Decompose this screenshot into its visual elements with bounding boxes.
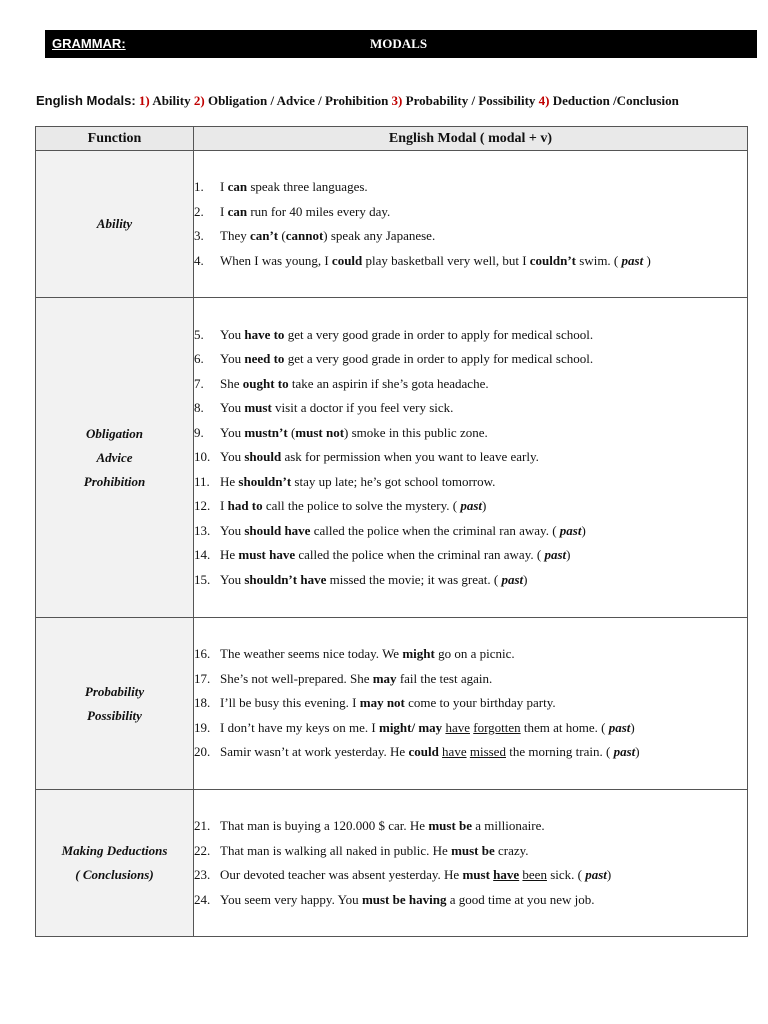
example-item bbox=[194, 839, 747, 864]
example-item bbox=[194, 347, 747, 372]
example-text: speak three languages. bbox=[247, 179, 368, 194]
modal-phrase: can bbox=[227, 203, 248, 219]
function-label: ( Conclusions) bbox=[75, 867, 154, 882]
example-number: 3. bbox=[194, 228, 204, 243]
modal-phrase: past bbox=[608, 719, 631, 735]
example-text: ) bbox=[566, 547, 571, 563]
function-label: Ability bbox=[96, 216, 133, 231]
example-text: them at home. ( bbox=[520, 719, 609, 735]
table-row-ability bbox=[36, 151, 748, 298]
intro-label-1: Ability bbox=[152, 93, 191, 108]
example-text: ) smoke in this public zone. bbox=[344, 424, 488, 440]
example-item bbox=[194, 372, 747, 397]
modal-phrase: must bbox=[244, 400, 272, 416]
example-text: You seem very happy. You bbox=[220, 891, 362, 907]
example-text: play basketball very well, but I bbox=[362, 252, 530, 268]
example-number: 1. bbox=[194, 179, 204, 194]
modal-phrase: should bbox=[244, 449, 282, 465]
example-text: You bbox=[220, 351, 245, 367]
example-item bbox=[194, 863, 747, 888]
example-number: 23. bbox=[194, 867, 211, 882]
function-cell bbox=[36, 618, 194, 790]
example-number: 4. bbox=[194, 252, 204, 268]
modal-phrase: may bbox=[372, 670, 397, 686]
modals-table bbox=[35, 126, 748, 937]
example-text: visit a doctor if you feel very sick. bbox=[271, 400, 454, 416]
example-text: That man is walking all naked in public. He bbox=[220, 842, 452, 858]
example-item bbox=[194, 470, 747, 495]
example-number: 5. bbox=[194, 326, 204, 342]
example-text: ) bbox=[630, 719, 635, 735]
example-number: 20. bbox=[194, 744, 211, 760]
example-text: The weather seems nice today. We bbox=[220, 646, 403, 662]
example-number: 17. bbox=[194, 670, 211, 686]
example-item bbox=[194, 200, 747, 225]
function-label: Possibility bbox=[87, 707, 142, 723]
example-text: You bbox=[220, 571, 245, 587]
example-number: 2. bbox=[194, 203, 204, 219]
example-text: I bbox=[220, 179, 228, 194]
example-text: You bbox=[220, 326, 245, 342]
example-text: get a very good grade in order to apply for medical school. bbox=[284, 326, 594, 342]
example-text: fail the test again. bbox=[396, 670, 493, 686]
example-text: have bbox=[445, 719, 470, 735]
example-text: called the police when the criminal ran away. ( bbox=[310, 522, 560, 538]
column-header-function: Function bbox=[36, 127, 194, 151]
example-text: When I was young, I bbox=[220, 252, 332, 268]
modal-phrase: should have bbox=[244, 522, 311, 538]
intro-label-2: Obligation / Advice / Prohibition bbox=[207, 93, 389, 108]
function-label: Prohibition bbox=[83, 473, 146, 489]
example-text: Our devoted teacher was absent yesterday. He bbox=[220, 867, 463, 882]
example-text: ) speak any Japanese. bbox=[323, 228, 436, 243]
modal-phrase: past bbox=[544, 547, 567, 563]
modal-phrase: had to bbox=[227, 498, 263, 514]
example-text: I don’t have my keys on me. I bbox=[220, 719, 379, 735]
grammar-label: GRAMMAR: bbox=[52, 36, 126, 51]
page-title: MODALS bbox=[370, 36, 428, 51]
example-text: ask for permission when you want to leave early. bbox=[281, 449, 539, 465]
example-number: 24. bbox=[194, 891, 211, 907]
example-text: a good time at you new job. bbox=[446, 891, 595, 907]
example-item bbox=[194, 224, 747, 249]
example-text: She bbox=[220, 375, 243, 391]
column-header-modal: English Modal ( modal + v) bbox=[194, 127, 748, 151]
examples-cell bbox=[194, 298, 748, 618]
modal-phrase: must be bbox=[451, 842, 495, 858]
function-cell bbox=[36, 790, 194, 937]
table-row-deductions bbox=[36, 790, 748, 937]
modal-phrase: shouldn’t bbox=[238, 473, 292, 489]
example-number: 21. bbox=[194, 818, 211, 833]
example-text: called the police when the criminal ran away. ( bbox=[295, 547, 545, 563]
example-text: crazy. bbox=[494, 842, 529, 858]
examples-cell bbox=[194, 790, 748, 937]
example-text: swim. ( bbox=[576, 252, 622, 268]
example-item bbox=[194, 568, 747, 593]
example-text: get a very good grade in order to apply for medical school. bbox=[284, 351, 594, 367]
function-label: Making Deductions bbox=[61, 843, 168, 858]
example-text: come to your birthday party. bbox=[404, 695, 556, 711]
example-text: ) bbox=[523, 571, 528, 587]
example-text: He bbox=[220, 547, 239, 563]
example-text: sick. ( bbox=[546, 867, 586, 882]
example-text: a millionaire. bbox=[472, 818, 545, 833]
intro-num-3: 3) bbox=[391, 93, 403, 108]
example-text: ) bbox=[606, 867, 612, 882]
modal-phrase: past bbox=[460, 498, 483, 514]
table-row-probability bbox=[36, 618, 748, 790]
example-text: the morning train. ( bbox=[505, 744, 614, 760]
example-item bbox=[194, 691, 747, 716]
example-item bbox=[194, 519, 747, 544]
example-text: call the police to solve the mystery. ( bbox=[262, 498, 461, 514]
example-text: ) bbox=[643, 252, 651, 268]
function-cell bbox=[36, 298, 194, 618]
example-text: run for 40 miles every day. bbox=[247, 203, 391, 219]
example-text: forgotten bbox=[473, 719, 521, 735]
example-number: 11. bbox=[194, 473, 210, 489]
example-item bbox=[194, 445, 747, 470]
modal-phrase: past bbox=[501, 571, 524, 587]
example-text: You bbox=[220, 522, 245, 538]
example-text: You bbox=[220, 400, 245, 416]
example-number: 10. bbox=[194, 449, 211, 465]
modal-phrase: shouldn’t have bbox=[244, 571, 327, 587]
example-item bbox=[194, 175, 747, 200]
modal-phrase: past bbox=[621, 252, 644, 268]
example-item bbox=[194, 323, 747, 348]
example-text: She’s not well-prepared. She bbox=[220, 670, 373, 686]
intro-lead: English Modals: bbox=[36, 93, 136, 108]
example-item bbox=[194, 716, 747, 741]
example-number: 13. bbox=[194, 522, 211, 538]
example-item bbox=[194, 543, 747, 568]
example-item bbox=[194, 814, 747, 839]
modal-phrase: past bbox=[559, 522, 582, 538]
modal-phrase: may not bbox=[359, 695, 405, 711]
example-text: ) bbox=[482, 498, 487, 514]
example-text: stay up late; he’s got school tomorrow. bbox=[291, 473, 496, 489]
modal-phrase: mustn’t bbox=[244, 424, 288, 440]
table-header-row bbox=[36, 127, 748, 151]
example-list bbox=[194, 175, 747, 273]
example-text: You bbox=[220, 424, 245, 440]
example-number: 8. bbox=[194, 400, 204, 416]
intro-label-3: Probability / Possibility bbox=[405, 93, 536, 108]
modal-phrase: must have bbox=[238, 547, 296, 563]
example-number: 7. bbox=[194, 375, 204, 391]
example-text: missed the movie; it was great. ( bbox=[326, 571, 502, 587]
example-number: 19. bbox=[194, 719, 211, 735]
example-item bbox=[194, 249, 747, 274]
modal-phrase: ought to bbox=[242, 375, 289, 391]
function-label: Advice bbox=[96, 449, 133, 465]
example-number: 6. bbox=[194, 351, 204, 367]
example-item bbox=[194, 667, 747, 692]
example-text: ) bbox=[635, 744, 640, 760]
intro-num-1: 1) bbox=[138, 93, 150, 108]
example-item bbox=[194, 396, 747, 421]
example-text: been bbox=[522, 867, 547, 882]
example-text: ( bbox=[278, 228, 286, 243]
example-number: 9. bbox=[194, 424, 204, 440]
example-text: ) bbox=[581, 522, 586, 538]
modal-phrase: have bbox=[493, 867, 520, 882]
modal-phrase: might/ may bbox=[378, 719, 443, 735]
intro-num-4: 4) bbox=[538, 93, 550, 108]
example-text: That man is buying a 120.000 $ car. He bbox=[220, 818, 429, 833]
example-text: I’ll be busy this evening. I bbox=[220, 695, 360, 711]
modal-phrase: couldn’t bbox=[529, 252, 577, 268]
example-number: 16. bbox=[194, 646, 211, 662]
intro-num-2: 2) bbox=[193, 93, 205, 108]
example-text: go on a picnic. bbox=[434, 646, 515, 662]
examples-cell bbox=[194, 151, 748, 298]
modal-phrase: might bbox=[402, 646, 435, 662]
example-number: 22. bbox=[194, 842, 211, 858]
example-list bbox=[194, 642, 747, 765]
example-text: Samir wasn’t at work yesterday. He bbox=[220, 744, 409, 760]
modal-phrase: past bbox=[613, 744, 636, 760]
examples-cell bbox=[194, 618, 748, 790]
modal-phrase: have to bbox=[244, 326, 285, 342]
example-text: You bbox=[220, 449, 245, 465]
modal-phrase: could bbox=[408, 744, 439, 760]
example-text: missed bbox=[469, 744, 506, 760]
example-text: have bbox=[442, 744, 467, 760]
example-list bbox=[194, 323, 747, 593]
modal-phrase: past bbox=[585, 867, 607, 882]
function-label: Obligation bbox=[85, 425, 144, 441]
example-item bbox=[194, 888, 747, 913]
function-cell bbox=[36, 151, 194, 298]
title-bar bbox=[45, 30, 757, 58]
modal-phrase: can’t bbox=[249, 228, 279, 243]
function-label: Probability bbox=[84, 683, 145, 699]
modal-phrase: need to bbox=[244, 351, 285, 367]
modal-phrase: can bbox=[227, 179, 248, 194]
table-row-obligation bbox=[36, 298, 748, 618]
modal-phrase: must bbox=[462, 867, 490, 882]
example-text: He bbox=[220, 473, 239, 489]
modal-phrase: must not bbox=[295, 424, 345, 440]
intro-label-4: Deduction /Conclusion bbox=[552, 93, 679, 108]
example-number: 12. bbox=[194, 498, 211, 514]
example-text: I bbox=[220, 498, 228, 514]
modal-phrase: must be having bbox=[361, 891, 447, 907]
modal-phrase: could bbox=[331, 252, 363, 268]
example-number: 14. bbox=[194, 547, 211, 563]
example-text: ( bbox=[287, 424, 296, 440]
modal-phrase: must be bbox=[428, 818, 473, 833]
example-item bbox=[194, 421, 747, 446]
example-item bbox=[194, 642, 747, 667]
modal-phrase: cannot bbox=[285, 228, 324, 243]
example-item bbox=[194, 494, 747, 519]
example-number: 18. bbox=[194, 695, 211, 711]
example-text: I bbox=[220, 203, 228, 219]
example-text: take an aspirin if she’s gota headache. bbox=[288, 375, 489, 391]
example-item bbox=[194, 740, 747, 765]
example-list bbox=[194, 814, 747, 912]
intro-line bbox=[36, 93, 679, 109]
example-text: They bbox=[220, 228, 250, 243]
example-number: 15. bbox=[194, 571, 211, 587]
